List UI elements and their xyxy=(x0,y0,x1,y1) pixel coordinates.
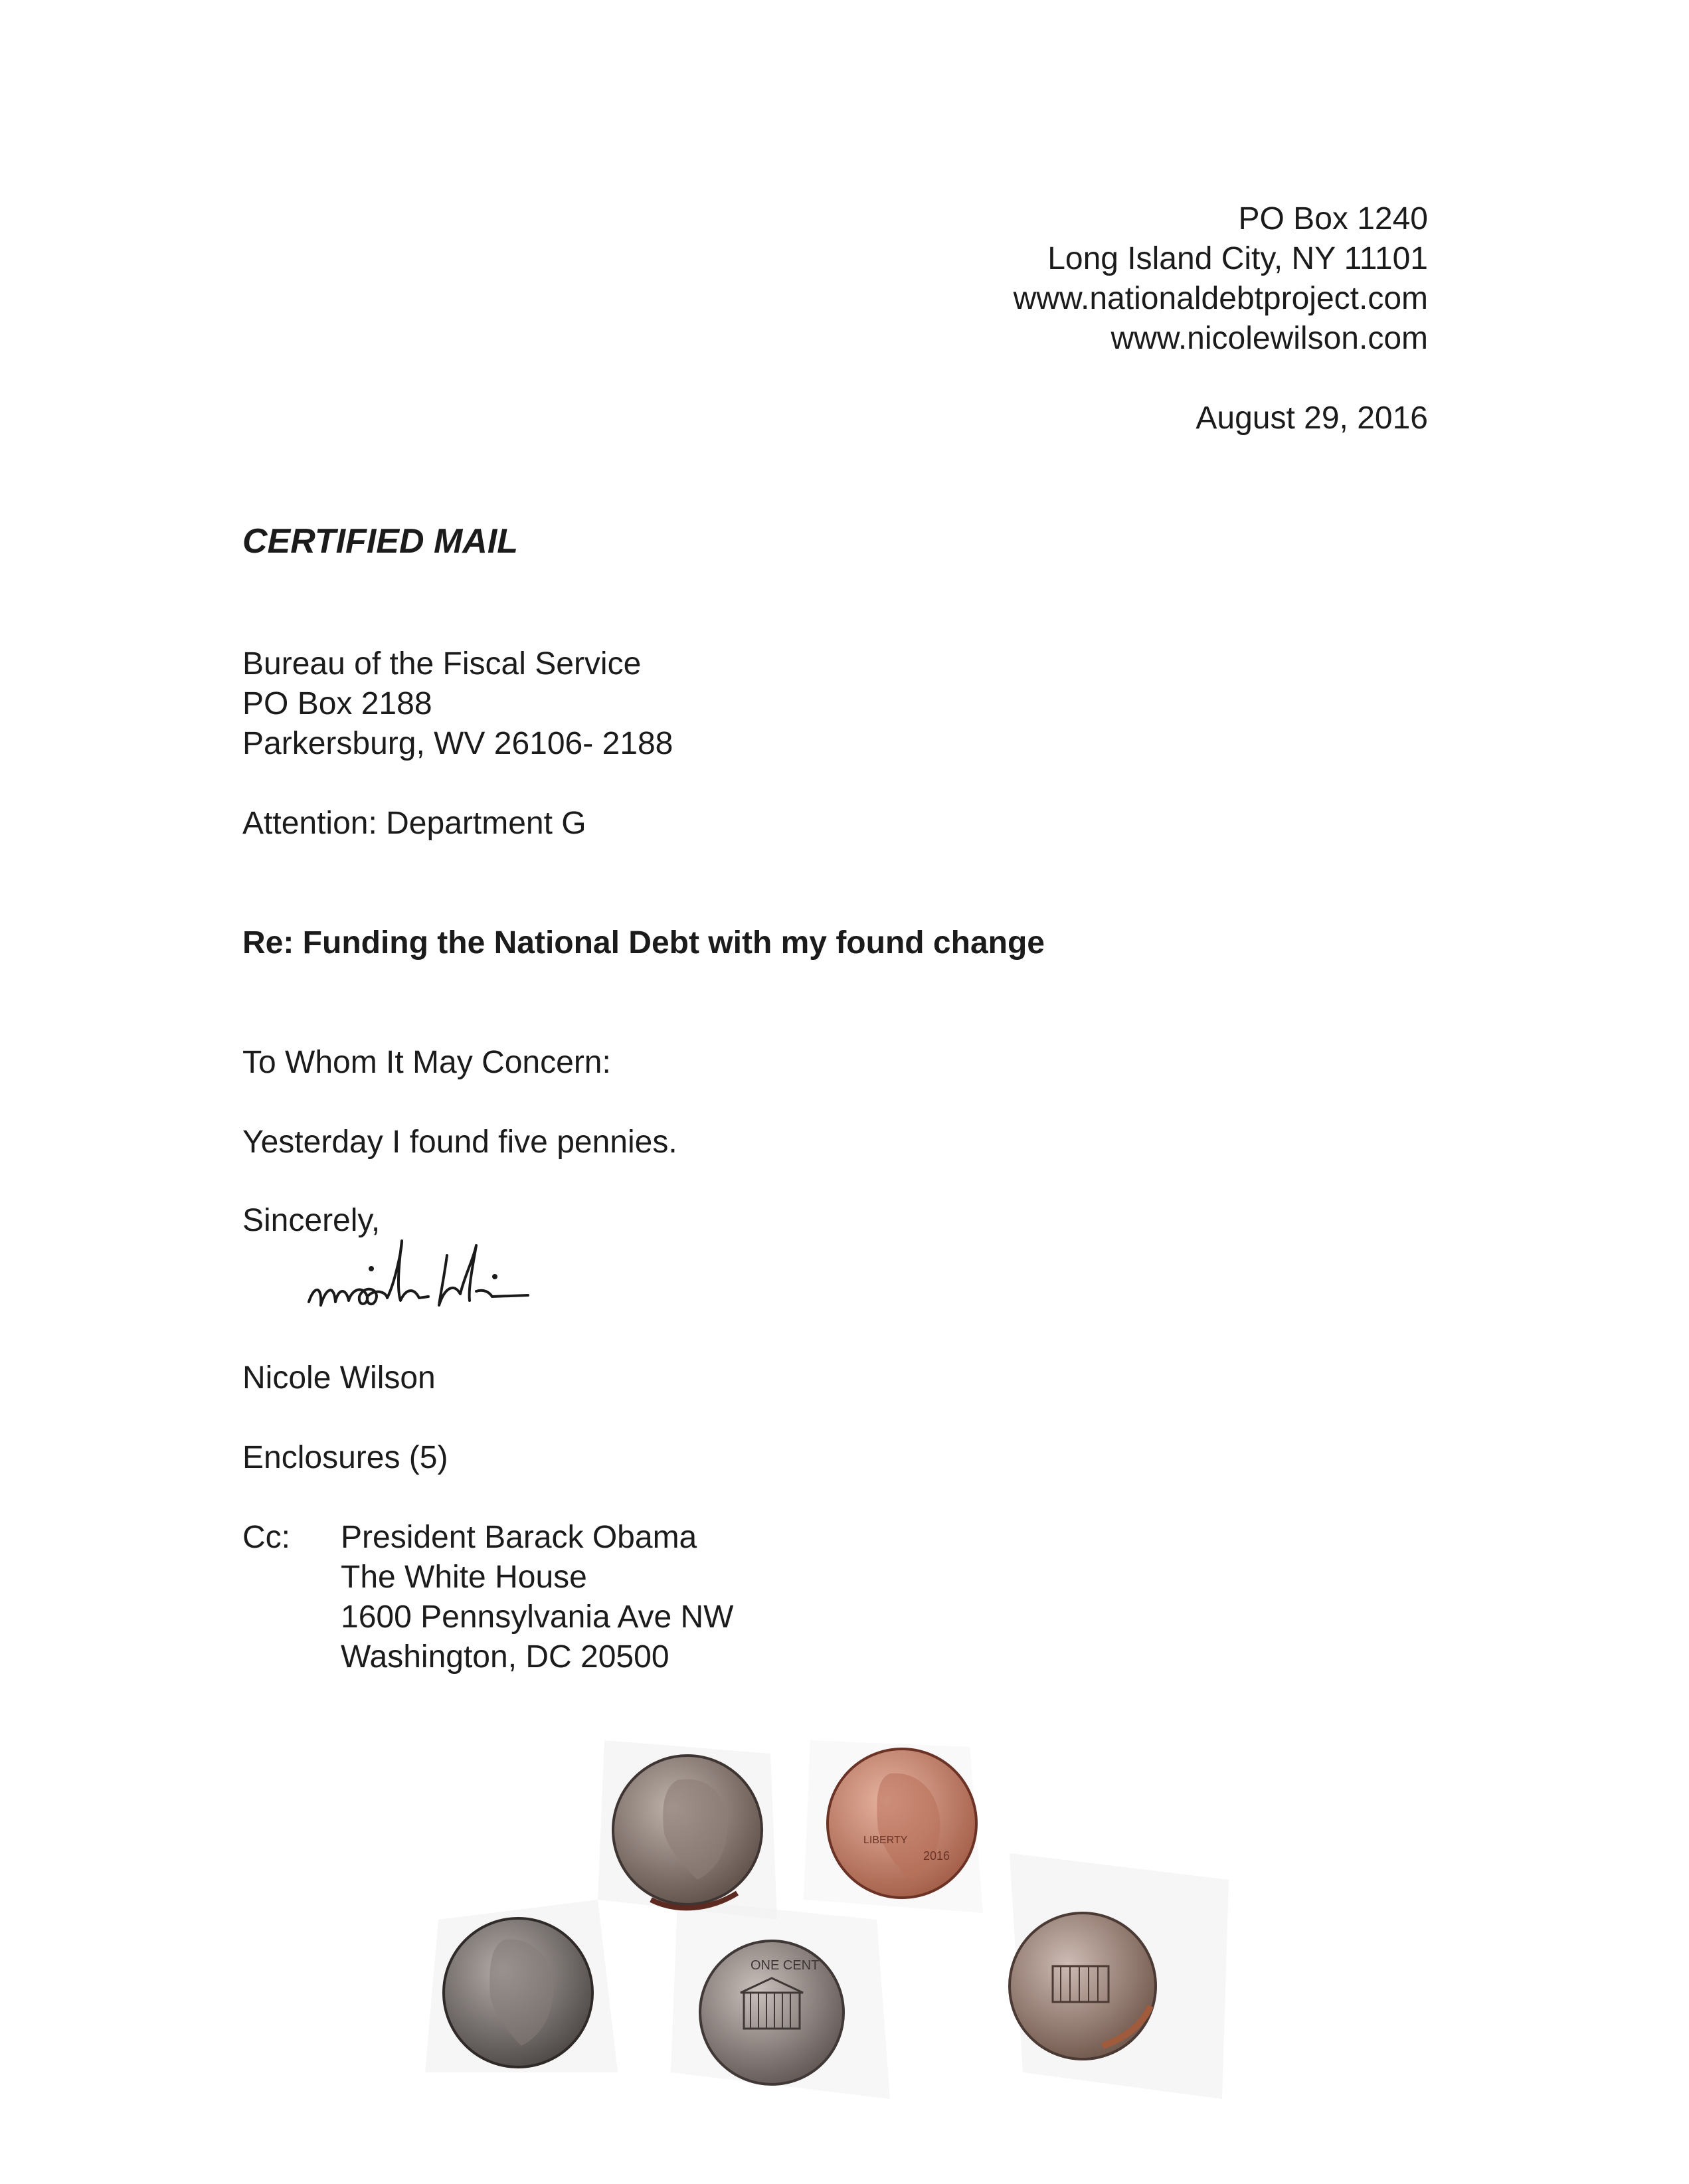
sender-website: www.nicolewilson.com xyxy=(1111,321,1428,356)
recipient-line: Bureau of the Fiscal Service xyxy=(242,646,642,682)
attention-line: Attention: Department G xyxy=(242,806,586,841)
signer-name: Nicole Wilson xyxy=(242,1360,436,1396)
letter-date: August 29, 2016 xyxy=(1196,401,1428,436)
penny-5-icon xyxy=(1010,1913,1156,2059)
cc-line: Washington, DC 20500 xyxy=(341,1639,669,1675)
subject-line: Re: Funding the National Debt with my found change xyxy=(242,925,1045,960)
handwritten-signature xyxy=(302,1222,661,1345)
coin-legend: ONE CENT xyxy=(751,1958,820,1973)
recipient-address-block xyxy=(242,644,673,764)
cc-line: 1600 Pennsylvania Ave NW xyxy=(341,1599,734,1635)
svg-text:LIBERTY: LIBERTY xyxy=(863,1835,908,1846)
penny-3-icon xyxy=(444,1918,592,2067)
salutation: To Whom It May Concern: xyxy=(242,1045,611,1080)
svg-text:2016: 2016 xyxy=(923,1849,950,1863)
mail-type-heading: CERTIFIED MAIL xyxy=(242,522,519,561)
sender-website: www.nationaldebtproject.com xyxy=(1013,281,1428,316)
letter-body: Yesterday I found five pennies. xyxy=(242,1125,677,1160)
cc-line: The White House xyxy=(341,1560,587,1595)
closing: Sincerely, xyxy=(242,1203,381,1238)
sender-address-line: PO Box 1240 xyxy=(1238,201,1428,236)
penny-4-icon xyxy=(700,1941,844,2084)
sender-address-line: Long Island City, NY 11101 xyxy=(1047,241,1428,276)
cc-label: Cc: xyxy=(242,1520,290,1555)
penny-2-icon xyxy=(828,1749,976,1898)
cc-address-block xyxy=(341,1518,733,1677)
enclosures-line: Enclosures (5) xyxy=(242,1440,448,1475)
enclosed-pennies xyxy=(399,1700,1295,2099)
sender-address-block xyxy=(764,199,1428,359)
recipient-line: PO Box 2188 xyxy=(242,686,432,721)
recipient-line: Parkersburg, WV 26106- 2188 xyxy=(242,726,673,761)
cc-line: President Barack Obama xyxy=(341,1520,697,1555)
